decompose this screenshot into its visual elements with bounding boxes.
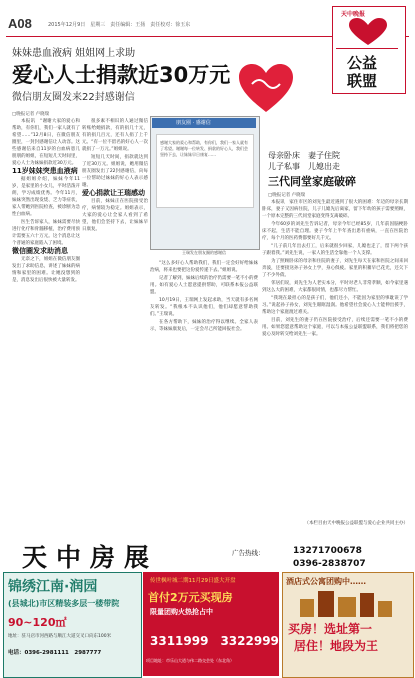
column-title-line1: 公益 <box>347 54 378 72</box>
paragraph: 无奈之下，姐姐在微信朋友圈发出了求助信息，讲述了妹妹的病情和家里的困难。让她没想到的是，消息发出后很快被大量转发。 <box>12 257 80 283</box>
ad2-address: 项目地址：市乐山大道与伟二路交会处（东北角） <box>146 658 234 663</box>
paragraph: “儿子前几年出去打工，后来就很少回家，儿媳也走了，留下两个孩子跟着我。”刘先生说，一家人的生活全靠他一个人支撑。 <box>262 244 408 256</box>
charity-heart-icon <box>237 62 295 114</box>
logo-divider <box>336 48 398 49</box>
ad1-sub: (县城北)市区精装多层一楼带院 <box>8 599 120 608</box>
section-heading: 微信圈发求助消息 <box>12 247 68 255</box>
ad1-name: 锦绣江南·润园 <box>8 579 98 595</box>
paragraph: 为了照顾卧床的母亲和住院的妻子，刘先生每天在家和医院之间来回奔波，还要接送孙子孙女上学，身心俱疲。家里的积蓄早已花光，还欠下了不少外债。 <box>262 259 408 278</box>
paragraph: 今年60岁的刘先生告诉记者，母亲今年已经85岁，几年前因脑梗卧床不起，生活不能自理。妻子今年上半年查出患有重病，一直在医院治疗，每个月的医药费都要好几千元。 <box>262 222 408 241</box>
story-headline: 爱心人士捐款近30万元 <box>12 63 231 87</box>
right-story-note: （本栏目由天中晚报公益联盟与爱心企业共同主办） <box>304 521 408 526</box>
building-skyline-icon <box>296 589 396 617</box>
story-column-1 <box>12 118 80 513</box>
ad1-address: 地址：驻马店市河西路与顺江大道交叉口向东100米 <box>8 634 112 639</box>
paragraph: 很多素不相识的人通过微信转账给她捐款，有的捐几十元，有的捐几百元，还有人捐了上千元。“有一位不留名的好心人一次就捐了一万元。”姐姐说。 <box>82 119 148 152</box>
column-title-line2: 联盟 <box>347 72 378 90</box>
phone-title: 朋友圈 · 感谢信 <box>176 120 211 126</box>
right-story-byline: □晚报记者 卢晓瑞 <box>268 193 306 198</box>
paragraph: “这么多好心人帮助我们，我们一定会好好给妹妹治病，将来也要把这份爱传递下去。”姐姐说。 <box>150 261 258 273</box>
ad2-subhead: 限量团购火热抢占中 <box>150 608 213 616</box>
story-byline: □晚报记者 卢晓瑞 <box>12 112 50 117</box>
section-heading: 爱心捐款让王瑞感动 <box>82 189 145 197</box>
phone-message-text: 感谢大家的爱心和帮助，有你们，我们一家人就有了希望。谢谢每一位转发、捐款的好心人，我们会坚持下去，让妹妹早日康复…… <box>160 140 248 157</box>
ad1-phone: 电话：0396-2981111 2987777 <box>8 650 102 656</box>
story-column-2 <box>82 118 148 513</box>
paragraph: 本报讯 “谢谢大家的爱心和帮助，有你们，我们一家人就有了希望……”12月8日，在微信朋友圈里，一封封感谢信让人动容。这些感谢信来自11岁的白血病患儿朋朋的姐姐，在短短几天时间里，爱心人士为妹妹捐款近30万元。 <box>12 119 80 166</box>
column-logo-brand: 天中晚报 <box>341 11 366 18</box>
paragraph: 本报讯 家住市区的刘先生最近遇到了很大的困难：年迈的母亲长期卧床，妻子又因病住院，儿子儿媳先后离家，留下年幼的孩子需要照顾，一个原本完整的三代同堂家庭变得支离破碎。 <box>262 200 408 219</box>
ad3-slogan-2: 居住！地段为王 <box>294 639 379 653</box>
paragraph: 在各方帮助下，妹妹的治疗得以继续。全家人表示，等妹妹康复后，一定会尽己所能回报社会。 <box>150 320 258 332</box>
heart-logo-icon <box>347 17 389 47</box>
right-story-body <box>262 199 408 514</box>
ad-hotline-label: 广告热线： <box>232 549 265 557</box>
paragraph: 据姐姐介绍，妹妹今年11岁，是家里的小女儿，平时活泼开朗，学习成绩优秀。今年11月，妹妹突然出现发烧、乏力等症状，家人带她到医院检查，被诊断为急性白血病。 <box>12 177 80 217</box>
ad-section-title: 天中房展 <box>22 543 159 572</box>
ad3-slogan-1: 买房！选址第一 <box>288 622 373 636</box>
photo-caption: 王瑞发在朋友圈的感谢信 <box>182 250 226 255</box>
section-heading: 11岁妹妹突患血液病 <box>12 167 78 175</box>
ad-hotline-2: 0396-2838707 <box>293 559 366 569</box>
ad3-top: 酒店式公寓团购中…… <box>286 577 366 586</box>
story-subhead: 微信朋友圈发来22封感谢信 <box>12 92 135 103</box>
page-number: A08 <box>8 16 32 31</box>
paragraph: 短短几天时间，捐款就达到了近30万元。姐姐说，她用微信朋友圈发出了22封感谢信，向每一位帮助过妹妹的好心人表示感谢。 <box>82 155 148 188</box>
paragraph: “我现在最担心的是孩子们，他们还小，不能因为家里的事耽误了学习。”说起孙子孙女，刘先生眼眶湿润。他希望社会爱心人士能伸出援手，帮助这个家庭渡过难关。 <box>262 296 408 315</box>
dateline: 2015年12月9日 星期三 责任编辑：王扬 责任校对：徐玉东 <box>48 22 191 28</box>
right-story-kicker-1: 母亲卧床 妻子住院 <box>268 151 340 160</box>
story-kicker: 妹妹患血液病 姐姐网上求助 <box>12 48 136 59</box>
paragraph: 10月19日，王瑞网上发起求助，当天就有多名网友转发。“我根本不认识他们，他们却愿意帮助我们。”王瑞说。 <box>150 298 258 317</box>
paragraph: 目前，刘先生的妻子仍在医院接受治疗，后续还需要一笔不小的费用。如果您愿意帮助这个家庭，可以与本报公益联盟联系，我们将把您的爱心及时转交给刘先生一家。 <box>262 318 408 337</box>
ad-hotline-1: 13271700678 <box>293 546 362 556</box>
ad1-area: 90~120㎡ <box>8 616 67 629</box>
paragraph: 邻居们说，刘先生为人老实本分，平时对老人非常孝顺，如今家里遇到这么大的困难，大家都很同情，也都尽力帮忙。 <box>262 281 408 293</box>
paragraph: 医生告诉家人，妹妹需要尽快进行化疗和骨髓移植，治疗费用预计需要五六十万元。这个消息让这个普通的家庭陷入了困境。 <box>12 220 80 246</box>
paragraph: 目前，妹妹正在医院接受治疗，病情较为稳定。姐姐表示，大家的爱心让全家人看到了希望，他们会坚持下去，让妹妹早日康复。 <box>82 199 148 232</box>
story-column-3 <box>150 260 258 514</box>
right-story-headline: 三代同堂家庭破碎 <box>268 175 356 188</box>
ad2-phone: 3311999 3322999 <box>150 634 279 648</box>
ad2-headline: 首付2万元买现房 <box>148 591 233 604</box>
right-story-kicker-2: 儿子私事 儿媳出走 <box>268 162 340 171</box>
ad2-top: 传世枫叶城二期11月29日盛大开盘 <box>150 578 236 584</box>
paragraph: 记者了解到，妹妹后续的治疗仍需要一笔不小的费用。如有爱心人士愿意提供帮助，可联系本报公益联盟。 <box>150 276 258 295</box>
